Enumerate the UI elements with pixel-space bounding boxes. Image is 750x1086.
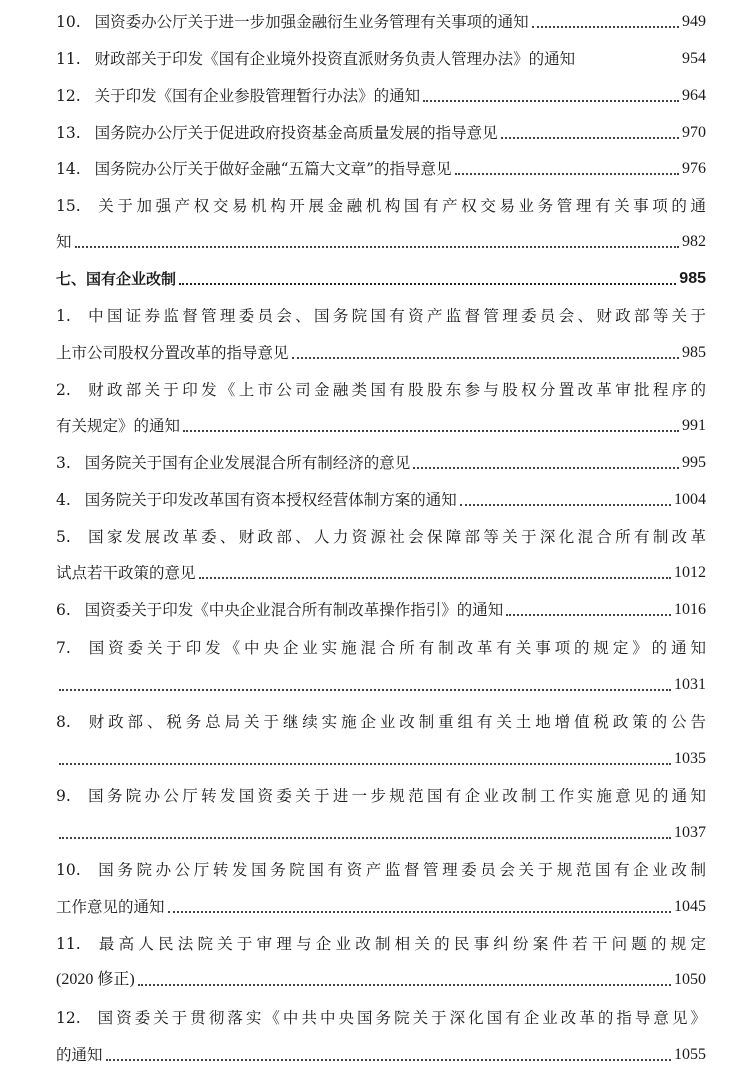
toc-entry[interactable] [56, 113, 706, 143]
toc-entry[interactable] [56, 443, 706, 473]
toc-entry-title: 5. 国家发展改革委、财政部、人力资源社会保障部等关于深化混合所有制改革 [56, 528, 706, 546]
dot-leader [501, 137, 679, 139]
dot-leader [460, 504, 671, 506]
toc-page-number: 982 [682, 233, 706, 250]
toc-entry-continuation[interactable] [56, 960, 706, 990]
toc-page-number: 1055 [674, 1046, 706, 1063]
toc-entry-title: 11. 财政部关于印发《国有企业境外投资直派财务负责人管理办法》的通知 [56, 50, 576, 68]
toc-entry[interactable] [56, 370, 706, 400]
toc-page-number: 1035 [674, 750, 706, 767]
toc-entry[interactable] [56, 924, 706, 954]
toc-entry[interactable] [56, 776, 706, 806]
dot-leader [423, 100, 679, 102]
toc-entry-continuation[interactable] [56, 406, 706, 436]
toc-page-number: 970 [682, 124, 706, 141]
toc-page-number: 991 [682, 417, 706, 434]
toc-entry-title-cont: (2020 修正) [56, 971, 135, 988]
toc-entry-title: 9. 国务院办公厅转发国资委关于进一步规范国有企业改制工作实施意见的通知 [56, 787, 706, 805]
toc-section-heading[interactable] [56, 259, 706, 289]
dot-leader [532, 26, 679, 28]
toc-page-number: 1045 [674, 898, 706, 915]
toc-page-number: 976 [682, 160, 706, 177]
toc-entry-title: 8. 财政部、税务总局关于继续实施企业改制重组有关土地增值税政策的公告 [56, 713, 706, 731]
toc-page-number: 954 [682, 50, 706, 67]
toc-entry-continuation[interactable] [56, 665, 706, 695]
toc-entry-title-cont: 的通知 [56, 1046, 103, 1064]
toc-entry-title: 13. 国务院办公厅关于促进政府投资基金高质量发展的指导意见 [56, 124, 498, 142]
toc-entry-title: 12. 国资委关于贯彻落实《中共中央国务院关于深化国有企业改革的指导意见》 [56, 1009, 706, 1027]
toc-entry-continuation[interactable] [56, 333, 706, 363]
toc-page-number: 1012 [674, 564, 706, 581]
dot-leader [506, 614, 671, 616]
toc-entry[interactable] [56, 517, 706, 547]
dot-leader [59, 837, 671, 839]
toc-entry-title: 15. 关于加强产权交易机构开展金融机构国有产权交易业务管理有关事项的通 [56, 197, 706, 215]
toc-entry-title-cont: 试点若干政策的意见 [56, 564, 196, 582]
toc-page-number: 985 [679, 270, 706, 287]
toc-entry[interactable] [56, 2, 706, 32]
toc-entry-title: 6. 国资委关于印发《中央企业混合所有制改革操作指引》的通知 [56, 601, 504, 619]
toc-entry-title: 12. 关于印发《国有企业参股管理暂行办法》的通知 [56, 87, 421, 105]
toc-page-number: 1016 [674, 601, 706, 618]
toc-entry[interactable] [56, 186, 706, 216]
dot-leader [75, 246, 679, 248]
dot-leader [59, 763, 671, 765]
toc-page-number: 1031 [674, 676, 706, 693]
dot-leader [183, 430, 679, 432]
dot-leader [59, 689, 671, 691]
toc-entry[interactable] [56, 149, 706, 179]
toc-entry-title-cont: 上市公司股权分置改革的指导意见 [56, 344, 289, 362]
toc-entry-continuation[interactable] [56, 222, 706, 252]
dot-leader [179, 283, 676, 285]
toc-entry-title-cont: 知 [56, 233, 72, 251]
toc-page-number: 985 [682, 344, 706, 361]
toc-entry-title: 1. 中国证券监督管理委员会、国务院国有资产监督管理委员会、财政部等关于 [56, 307, 706, 325]
toc-entry-continuation[interactable] [56, 813, 706, 843]
toc-page-number: 1037 [674, 824, 706, 841]
toc-entry-title: 7. 国资委关于印发《中央企业实施混合所有制改革有关事项的规定》的通知 [56, 639, 706, 657]
toc-entry-title: 10. 国务院办公厅转发国务院国有资产监督管理委员会关于规范国有企业改制 [56, 861, 706, 879]
toc-entry-title: 14. 国务院办公厅关于做好金融“五篇大文章”的指导意见 [56, 160, 452, 178]
toc-entry-title: 4. 国务院关于印发改革国有资本授权经营体制方案的通知 [56, 491, 457, 509]
toc-entry-continuation[interactable] [56, 1035, 706, 1065]
toc-entry[interactable] [56, 296, 706, 326]
toc-entry[interactable] [56, 702, 706, 732]
toc-entry-title: 3. 国务院关于国有企业发展混合所有制经济的意见 [56, 454, 411, 472]
toc-page-number: 995 [682, 454, 706, 471]
toc-entry-continuation[interactable] [56, 553, 706, 583]
toc-entry-title-cont: 有关规定》的通知 [56, 417, 181, 435]
toc-entry-continuation[interactable] [56, 887, 706, 917]
dot-leader [292, 357, 679, 359]
toc-page-number: 964 [682, 87, 706, 104]
toc-entry[interactable] [56, 590, 706, 620]
toc-entry[interactable] [56, 998, 706, 1028]
toc-entry[interactable] [56, 39, 706, 69]
toc-entry[interactable] [56, 76, 706, 106]
toc-page-number: 1050 [674, 971, 706, 988]
toc-entry[interactable] [56, 480, 706, 510]
toc-entry[interactable] [56, 850, 706, 880]
toc-entry-title: 2. 财政部关于印发《上市公司金融类国有股股东参与股权分置改革审批程序的 [56, 381, 706, 399]
dot-leader [168, 911, 671, 913]
dot-leader [455, 173, 679, 175]
toc-page-number: 1004 [674, 491, 706, 508]
toc-entry[interactable] [56, 628, 706, 658]
toc-entry-continuation[interactable] [56, 739, 706, 769]
dot-leader [138, 984, 671, 986]
toc-entry-title: 10. 国资委办公厅关于进一步加强金融衍生业务管理有关事项的通知 [56, 13, 529, 31]
section-title: 七、国有企业改制 [56, 270, 177, 288]
toc-entry-title-cont: 工作意见的通知 [56, 898, 165, 916]
dot-leader [413, 467, 679, 469]
dot-leader [199, 577, 671, 579]
dot-leader [106, 1059, 671, 1061]
toc-page-number: 949 [682, 13, 706, 30]
toc-entry-title: 11. 最高人民法院关于审理与企业改制相关的民事纠纷案件若干问题的规定 [56, 935, 706, 953]
